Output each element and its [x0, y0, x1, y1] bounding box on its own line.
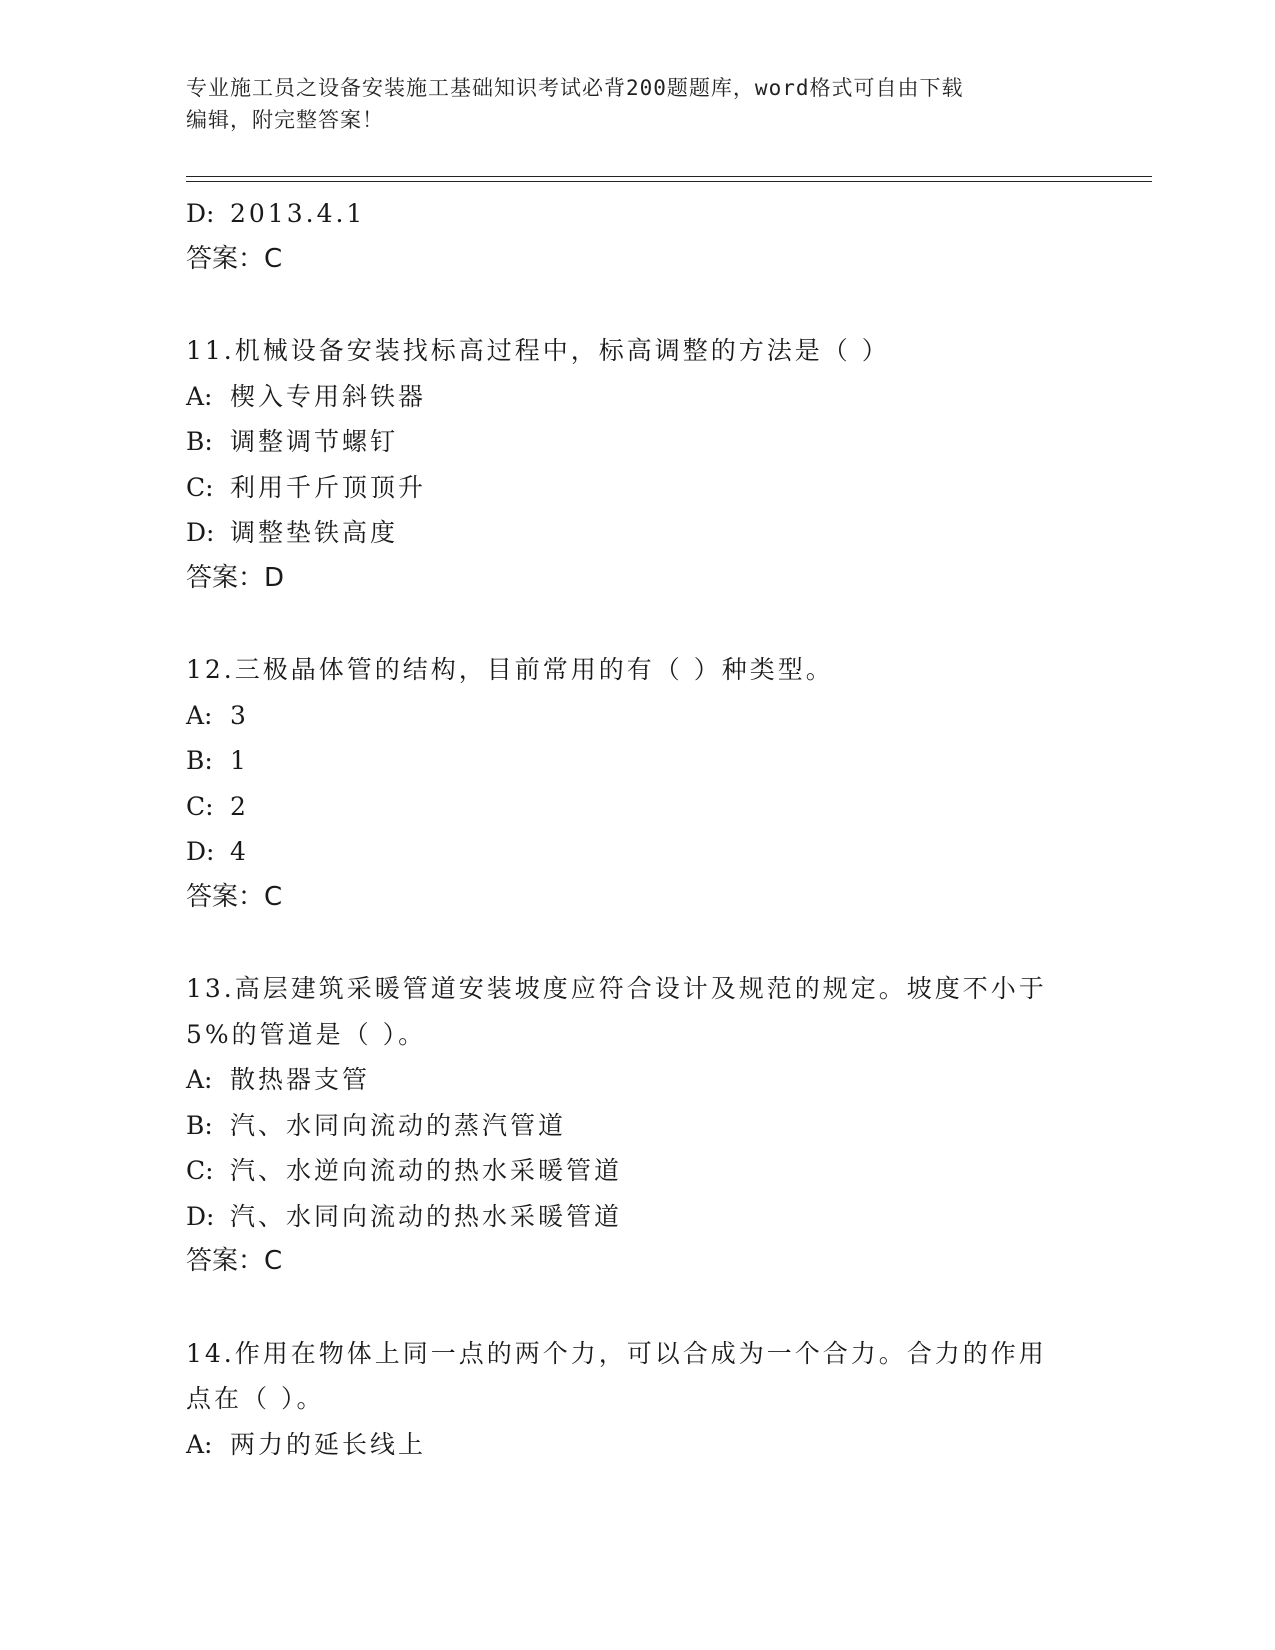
- option-text: 楔入专用斜铁器: [230, 381, 427, 411]
- answer-line: 答案：C: [186, 243, 283, 274]
- option-c: [186, 784, 1086, 830]
- question-spacer: [186, 1285, 1086, 1331]
- option-letter: D:: [186, 837, 215, 866]
- option-letter: A:: [186, 1429, 213, 1459]
- option-text: 4: [230, 837, 249, 866]
- header-rule-top: [186, 176, 1152, 177]
- option-text: 1: [230, 746, 249, 775]
- question-block-12: [186, 647, 1086, 920]
- question-block-11: [186, 328, 1086, 601]
- question-text: 12.三极晶体管的结构，目前常用的有（ ）种类型。: [186, 655, 834, 684]
- option-letter: C:: [186, 472, 214, 502]
- option-text: 3: [230, 700, 249, 730]
- option-text: 利用千斤顶顶升: [230, 472, 427, 502]
- option-b: [186, 738, 1086, 784]
- option-b: [186, 1103, 1086, 1149]
- option-c: [186, 1148, 1086, 1194]
- answer-line: 答案：C: [186, 881, 283, 912]
- question-text: 14.作用在物体上同一点的两个力，可以合成为一个合力。合力的作用: [186, 1338, 1047, 1368]
- option-text: 汽、水同向流动的蒸汽管道: [230, 1110, 567, 1140]
- question-text: 13.高层建筑采暖管道安装坡度应符合设计及规范的规定。坡度不小于: [186, 974, 1047, 1003]
- option-letter: D:: [186, 199, 215, 228]
- option-a: [186, 1422, 1086, 1468]
- question-text: 11.机械设备安装找标高过程中，标高调整的方法是（ ）: [186, 336, 890, 365]
- option-letter: C:: [186, 791, 214, 821]
- option-text: 2: [230, 791, 249, 821]
- document-header: [186, 72, 1066, 136]
- option-letter: D:: [186, 518, 215, 547]
- question-block-14: [186, 1331, 1086, 1468]
- question-list: [186, 191, 1086, 1467]
- option-letter: C:: [186, 1156, 214, 1185]
- option-text: 2013.4.1: [230, 199, 366, 228]
- question-spacer: [186, 601, 1086, 647]
- option-letter: A:: [186, 381, 213, 411]
- question-spacer: [186, 282, 1086, 328]
- option-letter: A:: [186, 1065, 213, 1094]
- option-d: [186, 1194, 1086, 1240]
- answer-line: 答案：C: [186, 1246, 283, 1276]
- option-a: [186, 374, 1086, 420]
- option-c: [186, 465, 1086, 511]
- option-text: 调整调节螺钉: [230, 427, 399, 456]
- header-line-1: 专业施工员之设备安装施工基础知识考试必背200题题库，word格式可自由下载: [186, 76, 964, 100]
- header-line-2: 编辑，附完整答案！: [186, 108, 384, 132]
- option-a: [186, 1057, 1086, 1103]
- option-letter: B:: [186, 746, 213, 775]
- option-letter: B:: [186, 427, 213, 456]
- question-text-continued: 5%的管道是（ ）。: [186, 1019, 427, 1049]
- option-text: 汽、水同向流动的热水采暖管道: [230, 1201, 623, 1231]
- option-text: 调整垫铁高度: [230, 518, 399, 547]
- option-letter: B:: [186, 1110, 213, 1140]
- option-d: [186, 510, 1086, 556]
- question-text-continued: 点在（ ）。: [186, 1384, 325, 1413]
- option-b: [186, 419, 1086, 465]
- question-spacer: [186, 920, 1086, 966]
- question-block-13: [186, 966, 1086, 1285]
- option-text: 散热器支管: [230, 1065, 371, 1094]
- option-d: [186, 829, 1086, 875]
- option-d: [186, 191, 1086, 237]
- option-text: 汽、水逆向流动的热水采暖管道: [230, 1156, 623, 1185]
- option-a: [186, 693, 1086, 739]
- option-letter: D:: [186, 1201, 215, 1231]
- option-letter: A:: [186, 700, 213, 730]
- option-text: 两力的延长线上: [230, 1429, 427, 1459]
- answer-line: 答案：D: [186, 562, 285, 593]
- header-rule-bottom: [186, 181, 1152, 182]
